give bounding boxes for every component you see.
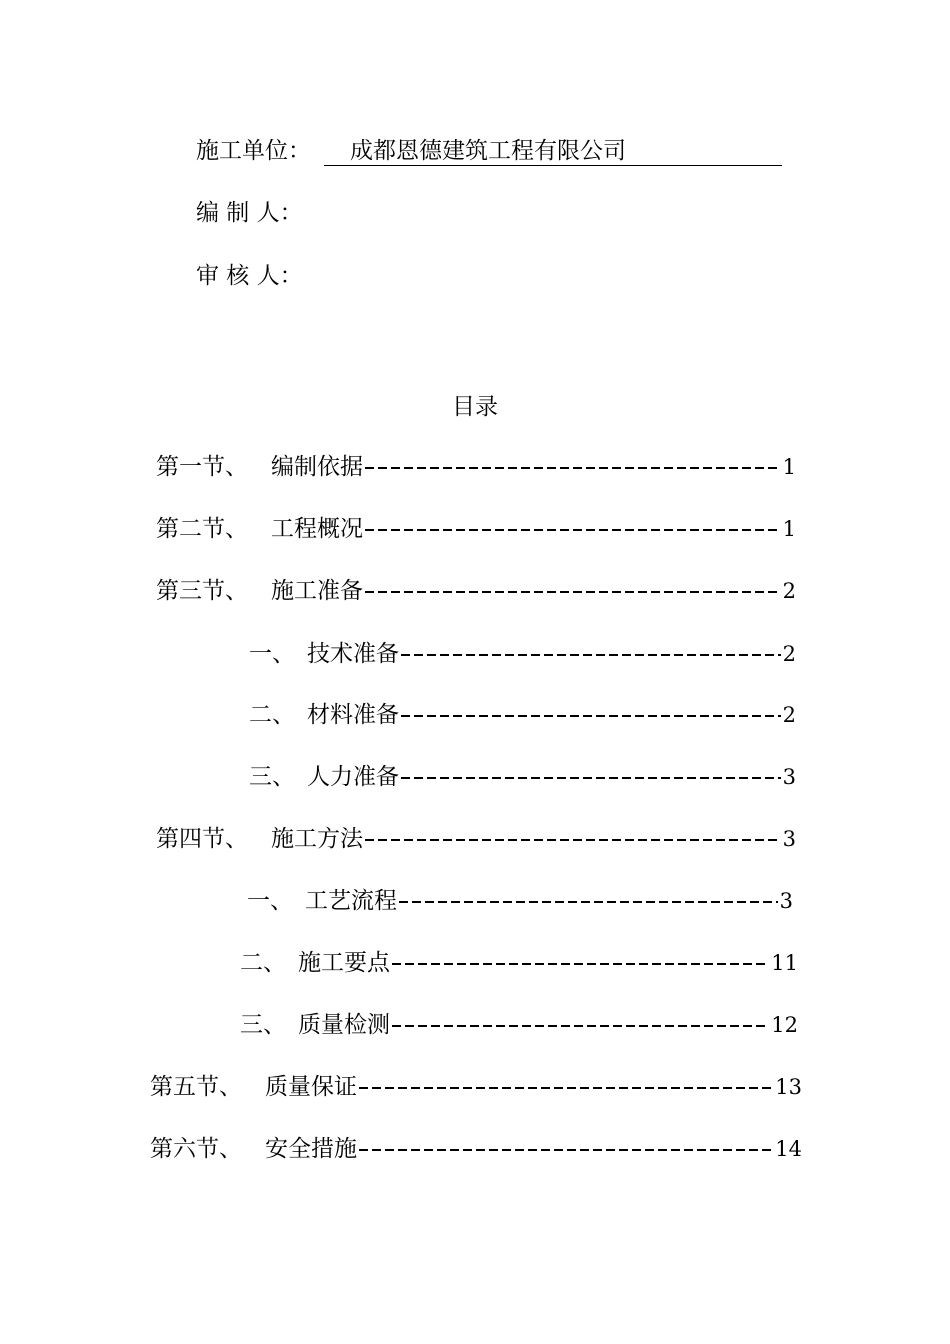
toc-leader bbox=[401, 777, 781, 779]
toc-entry-number: 第五节、 bbox=[150, 1074, 242, 1100]
toc-leader bbox=[359, 1149, 773, 1151]
toc-leader bbox=[365, 839, 781, 841]
construction-unit-label: 施工单位： bbox=[196, 138, 311, 164]
toc-entry-number: 二、 bbox=[249, 702, 295, 728]
toc-entry-title: 安全措施 bbox=[265, 1136, 357, 1162]
construction-unit-field bbox=[196, 136, 626, 166]
toc-entry-page: 11 bbox=[771, 951, 798, 975]
toc-entry-title: 工艺流程 bbox=[305, 888, 397, 914]
toc-entry-title: 质量保证 bbox=[265, 1074, 357, 1100]
toc-entry-number: 第三节、 bbox=[156, 578, 248, 604]
toc-entry-number: 三、 bbox=[249, 764, 295, 790]
toc-entry-title: 施工准备 bbox=[271, 578, 363, 604]
toc-entry[interactable] bbox=[247, 886, 793, 916]
toc-entry[interactable] bbox=[150, 1072, 802, 1102]
toc-entry-page: 13 bbox=[775, 1075, 802, 1099]
toc-leader bbox=[392, 963, 769, 965]
toc-entry-number: 第四节、 bbox=[156, 826, 248, 852]
toc-entry-title: 编制依据 bbox=[271, 454, 363, 480]
toc-entry-page: 1 bbox=[782, 455, 796, 479]
toc-entry-title: 材料准备 bbox=[307, 702, 399, 728]
toc-entry-page: 2 bbox=[782, 642, 796, 666]
toc-entry-number: 第六节、 bbox=[150, 1136, 242, 1162]
toc-entry[interactable] bbox=[156, 514, 796, 544]
toc-entry-page: 2 bbox=[782, 703, 796, 727]
editor-field bbox=[196, 198, 303, 228]
toc-leader bbox=[359, 1087, 773, 1089]
toc-entry-page: 14 bbox=[775, 1137, 802, 1161]
toc-entry-page: 1 bbox=[782, 517, 796, 541]
construction-unit-value: 成都恩德建筑工程有限公司 bbox=[324, 136, 782, 166]
toc-entry[interactable] bbox=[156, 576, 796, 606]
toc-entry[interactable] bbox=[156, 452, 796, 482]
toc-entry-title: 工程概况 bbox=[271, 516, 363, 542]
toc-entry-title: 人力准备 bbox=[307, 764, 399, 790]
toc-entry-title: 技术准备 bbox=[307, 641, 399, 667]
toc-entry-number: 一、 bbox=[247, 888, 293, 914]
toc-entry-title: 质量检测 bbox=[298, 1012, 390, 1038]
toc-leader bbox=[365, 591, 781, 593]
toc-leader bbox=[401, 715, 781, 717]
toc-entry[interactable] bbox=[240, 1010, 798, 1040]
toc-entry-page: 3 bbox=[782, 765, 796, 789]
toc-entry-title: 施工要点 bbox=[298, 950, 390, 976]
toc-entry-number: 三、 bbox=[240, 1012, 286, 1038]
toc-entry-title: 施工方法 bbox=[271, 826, 363, 852]
toc-leader bbox=[365, 529, 781, 531]
toc-entry[interactable] bbox=[150, 1134, 802, 1164]
toc-leader bbox=[401, 654, 781, 656]
toc-entry-page: 3 bbox=[782, 827, 796, 851]
toc-entry[interactable] bbox=[249, 639, 796, 669]
toc-leader bbox=[399, 901, 778, 903]
reviewer-label: 审 核 人： bbox=[196, 263, 303, 289]
toc-entry-page: 12 bbox=[771, 1013, 798, 1037]
toc-entry[interactable] bbox=[156, 824, 796, 854]
toc-entry[interactable] bbox=[240, 948, 798, 978]
toc-entry[interactable] bbox=[249, 762, 796, 792]
toc-entry-page: 2 bbox=[782, 579, 796, 603]
toc-leader bbox=[365, 467, 781, 469]
toc-entry[interactable] bbox=[249, 700, 796, 730]
toc-entry-number: 第一节、 bbox=[156, 454, 248, 480]
toc-entry-number: 一、 bbox=[249, 641, 295, 667]
toc-entry-number: 二、 bbox=[240, 950, 286, 976]
toc-entry-number: 第二节、 bbox=[156, 516, 248, 542]
toc-leader bbox=[392, 1025, 769, 1027]
editor-label: 编 制 人： bbox=[196, 200, 303, 226]
toc-title: 目录 bbox=[452, 394, 498, 420]
toc-entry-page: 3 bbox=[779, 889, 793, 913]
reviewer-field bbox=[196, 261, 303, 291]
